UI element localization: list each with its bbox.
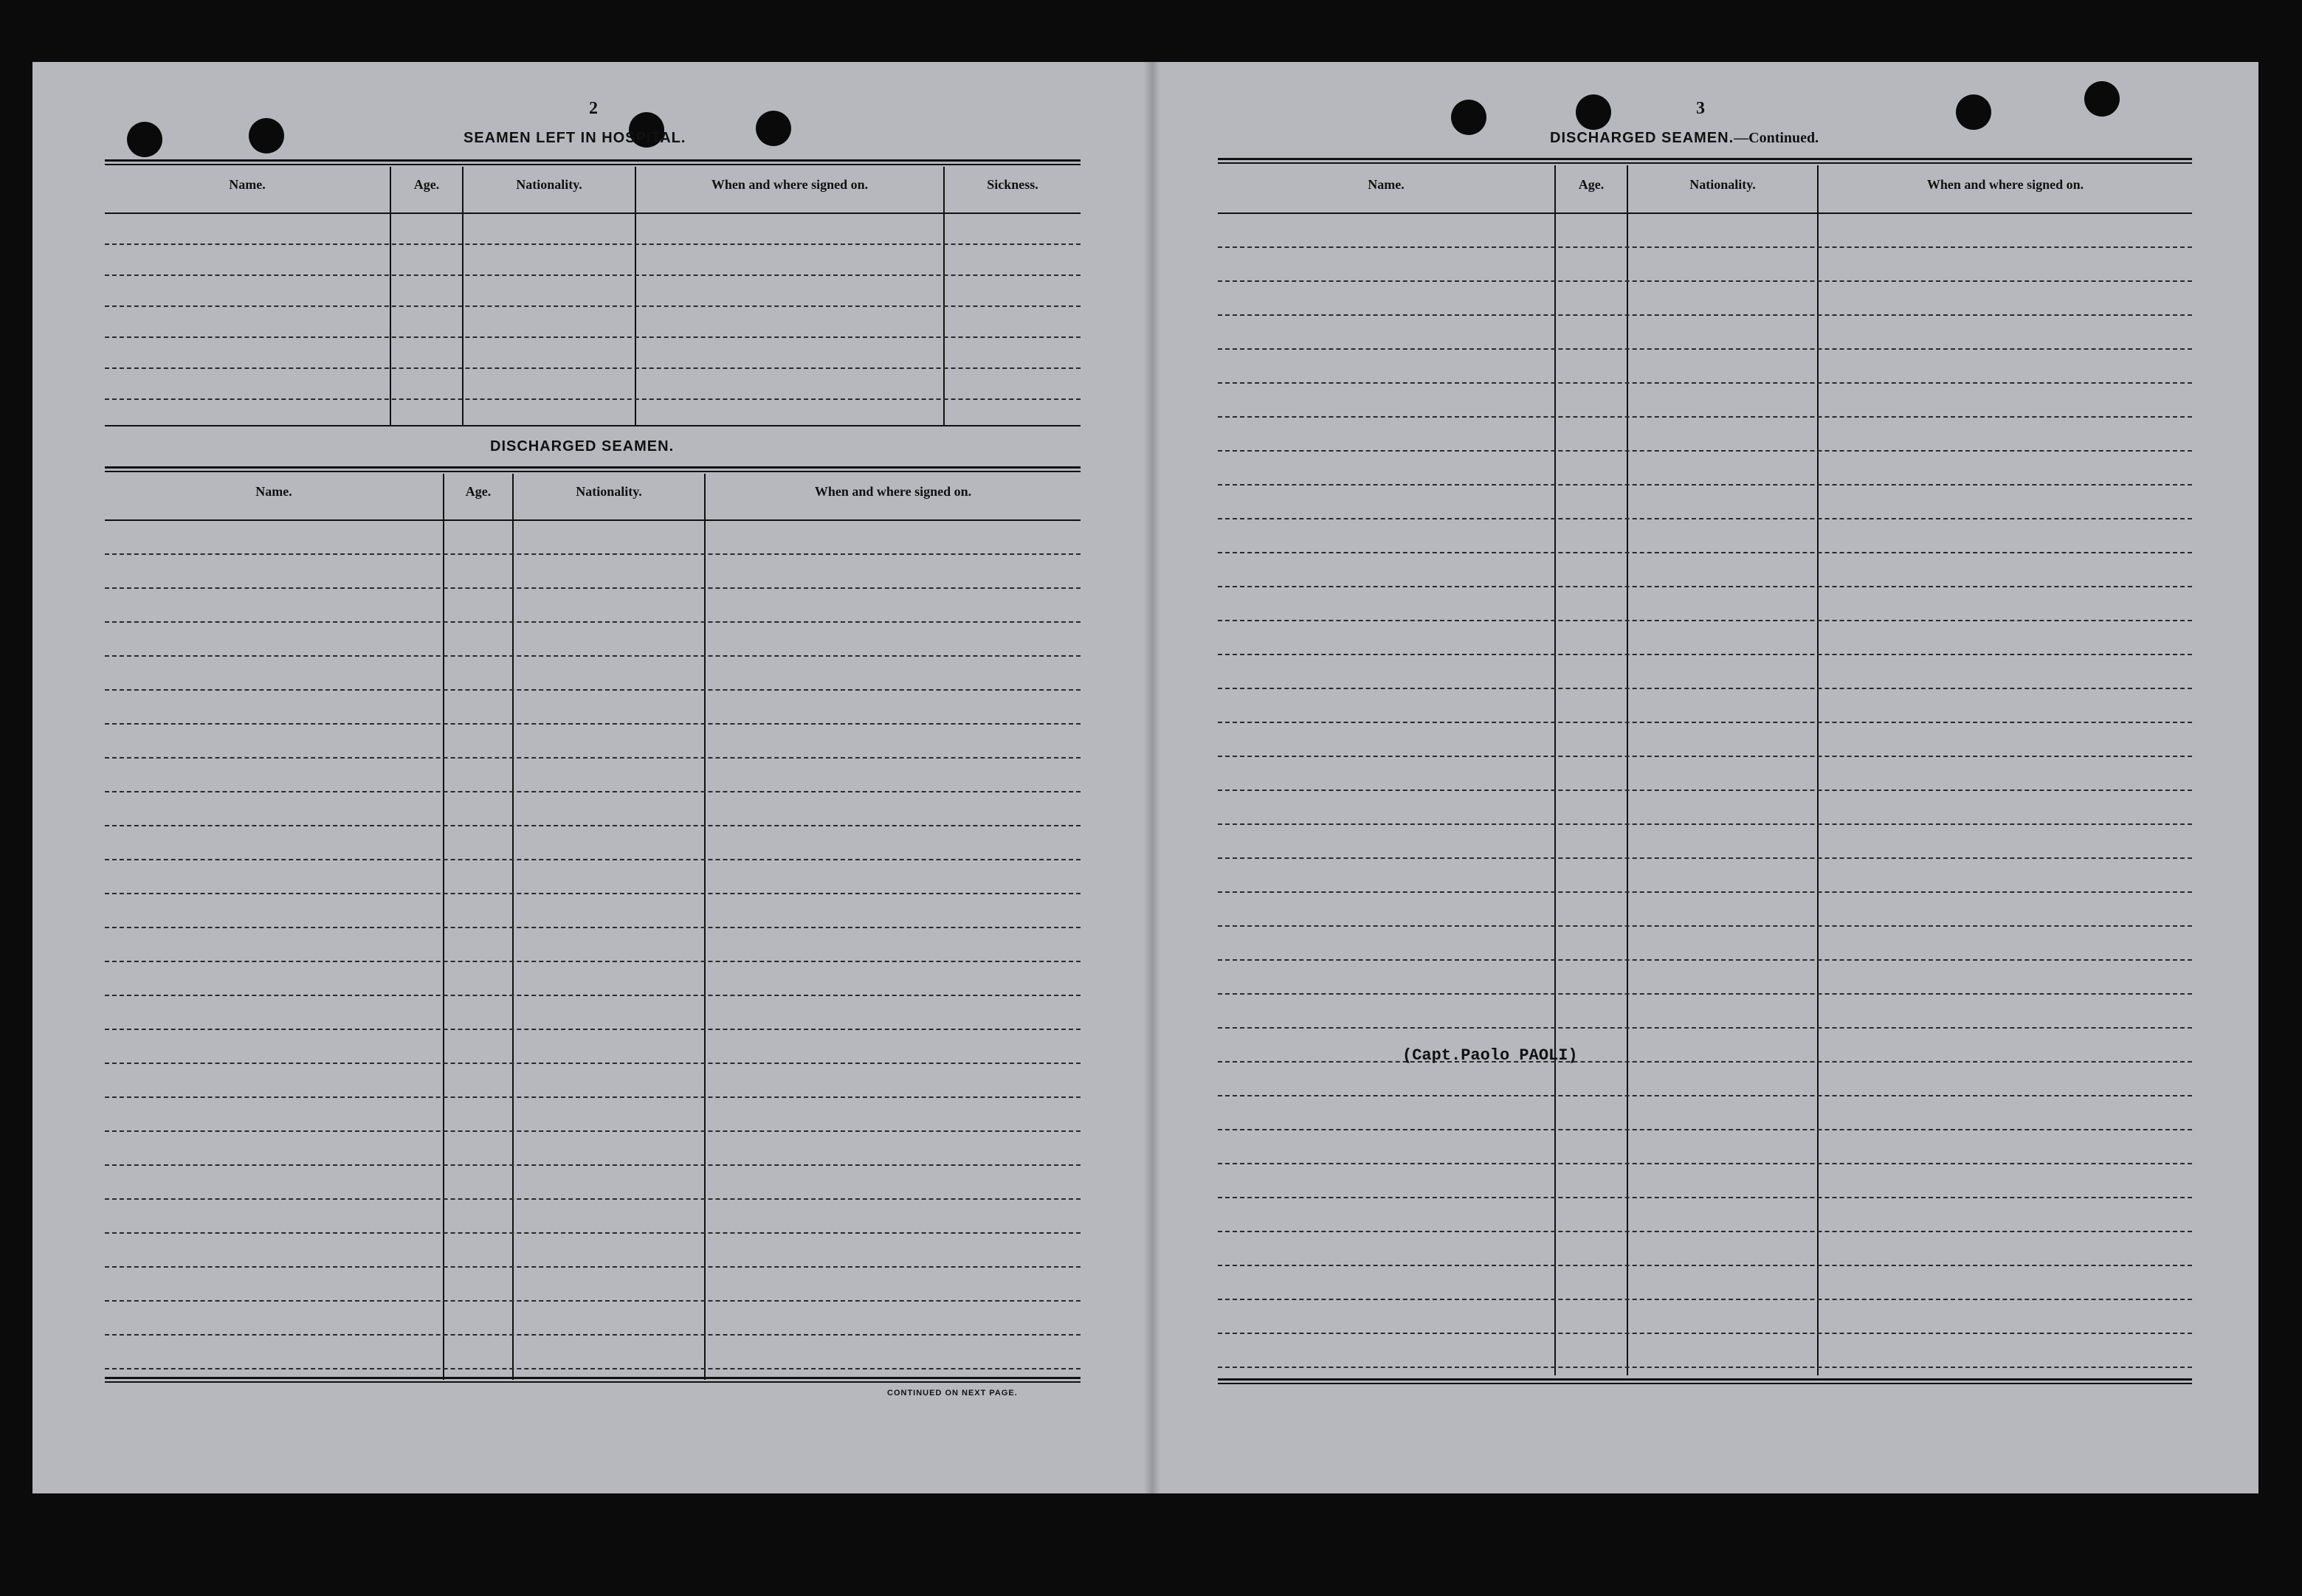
table-row: [1218, 1061, 2192, 1063]
table-row: [1218, 484, 2192, 486]
hospital-col-signed-on: When and where signed on.: [711, 177, 869, 192]
hospital-col-name: Name.: [229, 177, 266, 192]
table-row: [1218, 314, 2192, 316]
right-rows: [1218, 213, 2192, 1378]
table-row: [105, 655, 1081, 657]
table-row: [1218, 925, 2192, 927]
table-row: [105, 336, 1081, 338]
table-row: [105, 1164, 1081, 1166]
discharged-col-name: Name.: [255, 484, 292, 499]
table-row: [1218, 654, 2192, 655]
punch-hole: [249, 118, 284, 153]
page-fold: [1144, 62, 1160, 1493]
table-row: [105, 553, 1081, 555]
table-row: [105, 757, 1081, 759]
table-row: [1218, 1095, 2192, 1096]
table-row: [1218, 1231, 2192, 1232]
table-row: [105, 243, 1081, 245]
right-section-title: [1550, 130, 1819, 147]
table-row: [105, 274, 1081, 276]
discharged-top-rule: [105, 466, 1081, 472]
table-row: [1218, 1027, 2192, 1029]
right-bottom-rule: [1218, 1378, 2192, 1384]
punch-hole: [756, 111, 791, 146]
right-col-nationality: Nationality.: [1689, 177, 1756, 192]
table-row: [1218, 790, 2192, 791]
hospital-col-sickness: Sickness.: [987, 177, 1038, 192]
table-row: [1218, 382, 2192, 384]
discharged-rows: [105, 519, 1081, 1375]
hospital-header-rule: [105, 213, 1081, 214]
table-row: [1218, 756, 2192, 757]
hospital-section-title: SEAMEN LEFT IN HOSPITAL.: [463, 130, 686, 146]
discharged-bottom-rule: [105, 1377, 1081, 1383]
table-row: [105, 1300, 1081, 1302]
table-row: [105, 305, 1081, 307]
punch-hole: [1956, 94, 1991, 130]
table-row: [105, 621, 1081, 623]
table-row: [105, 398, 1081, 400]
discharged-col-age: Age.: [465, 484, 492, 499]
table-row: [105, 367, 1081, 369]
table-row: [105, 1063, 1081, 1064]
right-col-name: Name.: [1368, 177, 1405, 192]
table-row: [105, 927, 1081, 928]
hospital-top-rule: [105, 159, 1081, 165]
table-row: [1218, 620, 2192, 621]
table-row: [1218, 823, 2192, 825]
punch-hole: [1451, 100, 1486, 135]
table-row: [1218, 586, 2192, 587]
punch-hole: [1576, 94, 1611, 130]
table-row: [1218, 1197, 2192, 1198]
hospital-col-age: Age.: [413, 177, 440, 192]
table-row: [105, 825, 1081, 826]
table-row: [1218, 857, 2192, 859]
table-row: [1218, 959, 2192, 961]
table-row: [1218, 348, 2192, 350]
hospital-bottom-rule: [105, 425, 1081, 426]
table-row: [1218, 1265, 2192, 1266]
right-col-signed-on: When and where signed on.: [1926, 177, 2084, 192]
table-row: [1218, 1163, 2192, 1164]
table-row: [105, 859, 1081, 860]
table-row: [1218, 552, 2192, 553]
hospital-divider: [943, 167, 945, 425]
table-row: [1218, 1299, 2192, 1300]
page-number-left: 2: [589, 99, 598, 118]
table-row: [1218, 688, 2192, 689]
table-row: [105, 1029, 1081, 1030]
hospital-col-nationality: Nationality.: [516, 177, 582, 192]
right-top-rule: [1218, 158, 2192, 164]
table-row: [105, 1096, 1081, 1098]
right-title-main: DISCHARGED SEAMEN.: [1550, 130, 1734, 146]
page-number-right: 3: [1696, 99, 1705, 118]
table-row: [105, 1368, 1081, 1369]
table-row: [105, 723, 1081, 725]
table-row: [1218, 993, 2192, 995]
captain-signature-typed: (Capt.Paolo PAOLI): [1402, 1046, 1578, 1065]
hospital-divider: [462, 167, 463, 425]
hospital-divider: [635, 167, 636, 425]
table-row: [1218, 1367, 2192, 1368]
table-row: [105, 689, 1081, 691]
discharged-col-signed-on: When and where signed on.: [814, 484, 972, 499]
table-row: [105, 1266, 1081, 1268]
table-row: [1218, 1129, 2192, 1130]
right-title-sub: —Continued.: [1734, 130, 1819, 146]
table-row: [1218, 891, 2192, 893]
table-row: [105, 587, 1081, 589]
table-row: [1218, 280, 2192, 282]
table-row: [1218, 1333, 2192, 1334]
table-row: [105, 893, 1081, 894]
punch-hole: [127, 122, 162, 157]
hospital-divider: [390, 167, 391, 425]
table-row: [1218, 518, 2192, 519]
table-row: [1218, 416, 2192, 418]
discharged-section-title: DISCHARGED SEAMEN.: [490, 438, 675, 455]
discharged-col-nationality: Nationality.: [576, 484, 642, 499]
table-row: [105, 791, 1081, 792]
table-row: [105, 1232, 1081, 1234]
table-row: [105, 961, 1081, 962]
continued-footer: CONTINUED ON NEXT PAGE.: [887, 1389, 1018, 1398]
punch-hole: [2084, 81, 2120, 117]
table-row: [105, 1198, 1081, 1200]
table-row: [1218, 450, 2192, 452]
table-row: [105, 1130, 1081, 1132]
table-row: [105, 995, 1081, 996]
table-row: [1218, 246, 2192, 248]
right-col-age: Age.: [1578, 177, 1605, 192]
table-row: [105, 1334, 1081, 1336]
table-row: [1218, 722, 2192, 723]
